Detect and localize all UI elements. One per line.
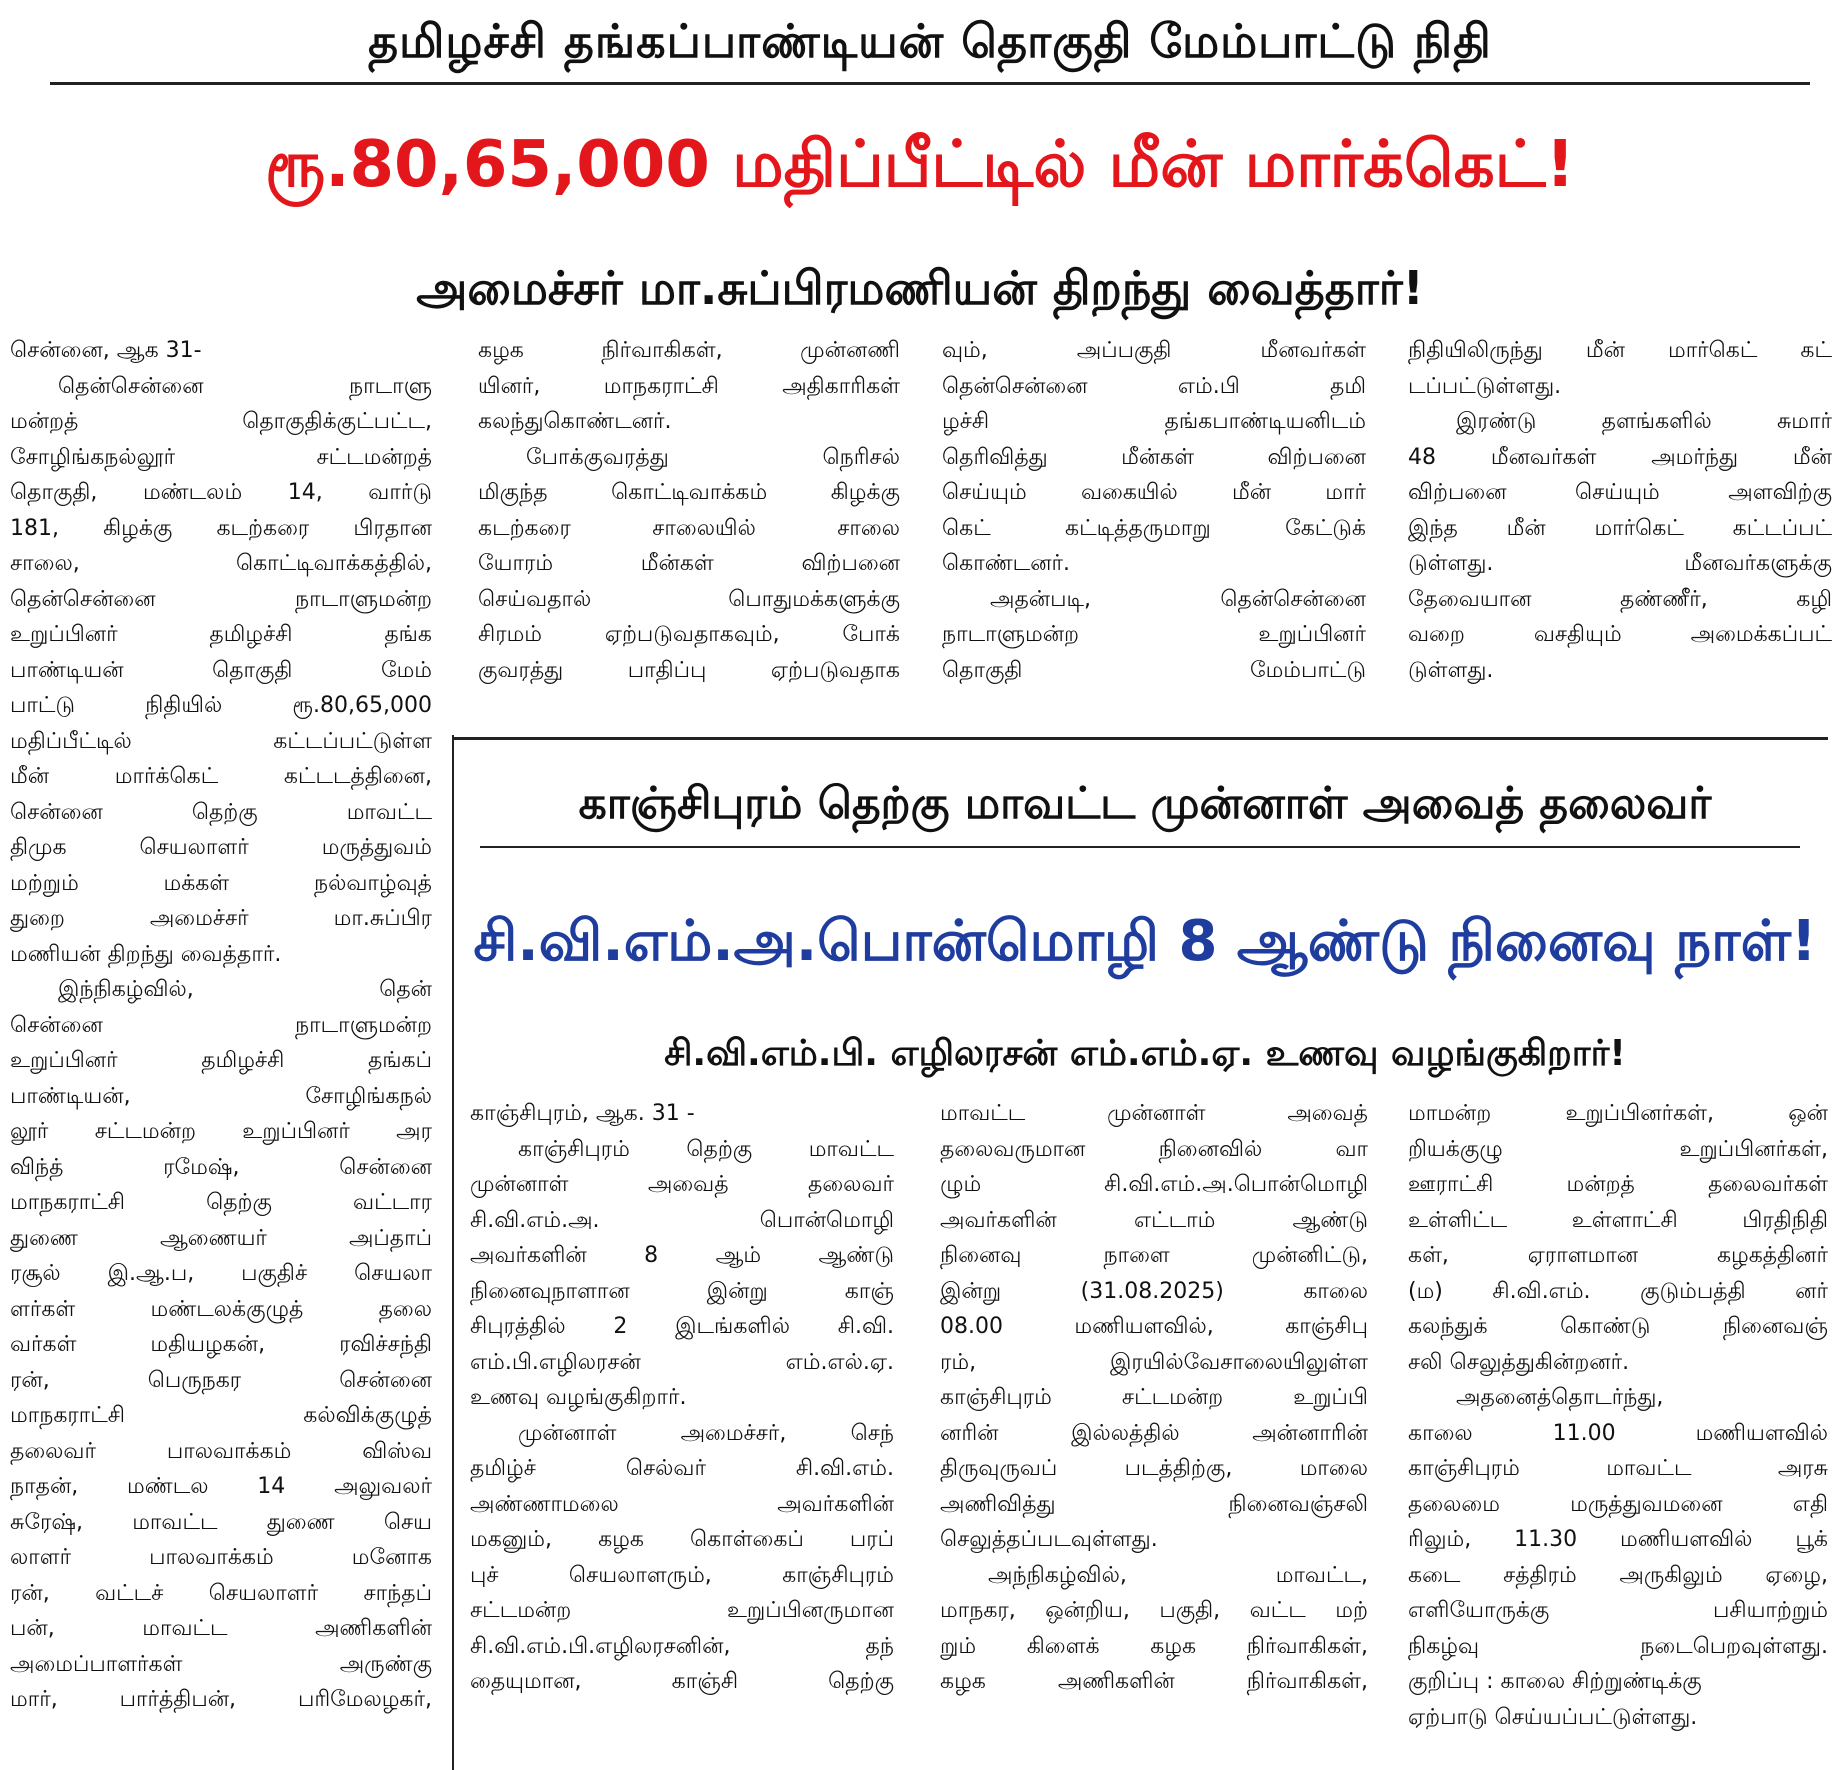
- column-divider: [452, 735, 454, 1770]
- text-line: நினைவுநாளான இன்று காஞ்: [470, 1278, 894, 1304]
- headline-sub: அமைச்சர் மா.சுப்பிரமணியன் திறந்து வைத்தார்!: [416, 261, 1424, 315]
- text-line: இரண்டு தளங்களில் சுமார்: [1456, 409, 1832, 434]
- article1-column-3: [942, 333, 1366, 713]
- text-line: சென்னை, ஆக 31-: [10, 338, 202, 363]
- text-line: ஏற்பாடு செய்யப்பட்டுள்ளது.: [1408, 1704, 1698, 1730]
- article2-column-3: [1408, 1096, 1828, 1766]
- text-line: சென்னை தெற்கு மாவட்ட: [10, 799, 432, 825]
- article1-column-1: [10, 333, 432, 1770]
- text-line: அவர்களின் எட்டாம் ஆண்டு: [940, 1207, 1368, 1233]
- text-line: றியக்குழு உறுப்பினர்கள்,: [1408, 1136, 1828, 1162]
- text-line: சோழிங்கநல்லூர் சட்டமன்றத்: [10, 444, 432, 470]
- headline2-main: சி.வி.எம்.அ.பொன்மொழி 8 ஆண்டு நினைவு நாள்!: [473, 909, 1817, 974]
- text-line: ளர்கள் மண்டலக்குழுத் தலை: [10, 1296, 432, 1322]
- text-line: போக்குவரத்து நெரிசல்: [526, 444, 900, 470]
- text-line: தொகுதி, மண்டலம் 14, வார்டு: [10, 480, 432, 505]
- text-line: பாண்டியன் தொகுதி மேம்: [10, 657, 432, 683]
- text-line: உள்ளிட்ட உள்ளாட்சி பிரதிநிதி: [1408, 1207, 1828, 1233]
- text-line: ழும் சி.வி.எம்.அ.பொன்மொழி: [940, 1172, 1368, 1197]
- text-line: ரிலும், 11.30 மணியளவில் பூக்: [1408, 1527, 1828, 1552]
- text-line: அண்ணாமலை அவர்களின்: [470, 1491, 894, 1517]
- text-line: தேவையான தண்ணீர், கழி: [1408, 586, 1832, 612]
- text-line: விந்த் ரமேஷ், சென்னை: [10, 1154, 432, 1180]
- text-line: மன்றத் தொகுதிக்குட்பட்ட,: [10, 409, 432, 434]
- text-line: பாண்டியன், சோழிங்கநல்: [10, 1083, 432, 1109]
- text-line: ரம், இரயில்வேசாலையிலுள்ள: [940, 1349, 1368, 1375]
- text-line: அணிவித்து நினைவஞ்சலி: [940, 1491, 1368, 1517]
- text-line: இந்த மீன் மார்கெட் கட்டப்பட்: [1408, 515, 1832, 541]
- text-line: குறிப்பு : காலை சிற்றுண்டிக்கு: [1408, 1669, 1702, 1694]
- text-line: செய்வதால் பொதுமக்களுக்கு: [478, 586, 900, 612]
- text-line: கலந்துக் கொண்டு நினைவஞ்: [1408, 1314, 1828, 1339]
- text-line: பாட்டு நிதியில் ரூ.80,65,000: [10, 693, 432, 718]
- text-line: வறை வசதியும் அமைக்கப்பட்: [1408, 622, 1832, 647]
- text-line: சலி செலுத்துகின்றனர்.: [1408, 1349, 1630, 1375]
- text-line: உறுப்பினர் தமிழச்சி தங்க: [10, 622, 432, 647]
- article1-column-4: [1408, 333, 1832, 713]
- text-line: காஞ்சிபுரம் தெற்கு மாவட்ட: [518, 1136, 894, 1162]
- article2-column-1: [470, 1096, 894, 1766]
- text-line: மாமன்ற உறுப்பினர்கள், ஒன்: [1408, 1101, 1828, 1126]
- text-line: கலந்துகொண்டனர்.: [478, 409, 672, 434]
- text-line: உணவு வழங்குகிறார்.: [470, 1385, 687, 1410]
- text-line: நினைவு நாளை முன்னிட்டு,: [940, 1243, 1368, 1268]
- text-line: சுரேஷ், மாவட்ட துணை செய: [10, 1509, 432, 1535]
- divider-top: [50, 82, 1810, 85]
- text-line: கடை சத்திரம் அருகிலும் ஏழை,: [1408, 1562, 1828, 1588]
- text-line: றும் கிளைக் கழக நிர்வாகிகள்,: [940, 1633, 1368, 1659]
- text-line: 181, கிழக்கு கடற்கரை பிரதான: [10, 515, 432, 541]
- text-line: கள், ஏராளமான கழகத்தினர்: [1408, 1243, 1828, 1268]
- text-line: மீன் மார்க்கெட் கட்டடத்தினை,: [10, 764, 432, 789]
- text-line: ரன், பெருநகர சென்னை: [10, 1367, 432, 1393]
- text-line: மாநகர, ஒன்றிய, பகுதி, வட்ட மற்: [940, 1598, 1368, 1623]
- text-line: ரன், வட்டச் செயலாளர் சாந்தப்: [10, 1580, 432, 1606]
- headline2-sub: சி.வி.எம்.பி. எழிலரசன் எம்.எம்.ஏ. உணவு வழங்குகிறார்!: [664, 1033, 1626, 1074]
- text-line: நிகழ்வு நடைபெறவுள்ளது.: [1408, 1633, 1828, 1659]
- text-line: சிபுரத்தில் 2 இடங்களில் சி.வி.: [470, 1314, 894, 1339]
- text-line: துறை அமைச்சர் மா.சுப்பிர: [10, 906, 432, 931]
- text-line: 08.00 மணியளவில், காஞ்சிபு: [940, 1314, 1368, 1339]
- text-line: யினர், மாநகராட்சி அதிகாரிகள்: [478, 373, 900, 399]
- text-line: குவரத்து பாதிப்பு ஏற்படுவதாக: [478, 657, 900, 683]
- text-line: அவர்களின் 8 ஆம் ஆண்டு: [470, 1243, 894, 1268]
- article1-column-2: [478, 333, 900, 713]
- text-line: அமைப்பாளர்கள் அருண்கு: [10, 1651, 432, 1677]
- text-line: எம்.பி.எழிலரசன் எம்.எல்.ஏ.: [470, 1349, 894, 1375]
- text-line: கழக அணிகளின் நிர்வாகிகள்,: [940, 1669, 1368, 1694]
- text-line: ரசூல் இ.ஆ.ப, பகுதிச் செயலா: [10, 1261, 432, 1286]
- text-line: மணியன் திறந்து வைத்தார்.: [10, 941, 282, 967]
- text-line: தையுமான, காஞ்சி தெற்கு: [470, 1669, 894, 1694]
- text-line: பன், மாவட்ட அணிகளின்: [10, 1616, 432, 1641]
- text-line: மிகுந்த கொட்டிவாக்கம் கிழக்கு: [478, 480, 900, 505]
- headline-main: ரூ.80,65,000 மதிப்பீட்டில் மீன் மார்க்கெட்!: [265, 128, 1575, 202]
- text-line: உறுப்பினர் தமிழச்சி தங்கப்: [10, 1048, 432, 1073]
- text-line: இன்று (31.08.2025) காலை: [940, 1278, 1368, 1304]
- text-line: துணை ஆணையர் அப்தாப்: [10, 1225, 432, 1251]
- text-line: மாநகராட்சி கல்விக்குழுத்: [10, 1403, 432, 1428]
- text-line: மதிப்பீட்டில் கட்டப்பட்டுள்ள: [10, 728, 432, 754]
- text-line: தலைவருமான நினைவில் வா: [940, 1136, 1368, 1162]
- text-line: நாடாளுமன்ற உறுப்பினர்: [942, 622, 1366, 647]
- text-line: தென்சென்னை நாடாளு: [58, 373, 432, 399]
- text-line: அதன்படி, தென்சென்னை: [990, 586, 1366, 612]
- text-line: மாவட்ட முன்னாள் அவைத்: [940, 1101, 1368, 1126]
- text-line: கழக நிர்வாகிகள், முன்னணி: [478, 338, 900, 363]
- text-line: டப்பட்டுள்ளது.: [1408, 373, 1562, 399]
- text-line: சி.வி.எம்.அ. பொன்மொழி: [470, 1207, 894, 1233]
- section-divider: [454, 737, 1828, 740]
- text-line: கொண்டனர்.: [942, 551, 1071, 576]
- text-line: முன்னாள் அவைத் தலைவர்: [470, 1172, 894, 1197]
- text-line: சி.வி.எம்.பி.எழிலரசனின், தந்: [470, 1633, 894, 1659]
- text-line: டுள்ளது.: [1408, 657, 1494, 683]
- text-line: லூர் சட்டமன்ற உறுப்பினர் அர: [10, 1119, 432, 1144]
- text-line: சென்னை நாடாளுமன்ற: [10, 1012, 432, 1038]
- text-line: (ம) சி.வி.எம். குடும்பத்தி னர்: [1408, 1278, 1828, 1304]
- text-line: 48 மீனவர்கள் அமர்ந்து மீன்: [1408, 444, 1832, 470]
- text-line: சட்டமன்ற உறுப்பினருமான: [470, 1598, 894, 1623]
- text-line: மார், பார்த்திபன், பரிமேலழகர்,: [10, 1687, 432, 1712]
- text-line: நாதன், மண்டல 14 அலுவலர்: [10, 1474, 432, 1499]
- text-line: நிதியிலிருந்து மீன் மார்கெட் கட்: [1408, 338, 1832, 363]
- text-line: சாலை, கொட்டிவாக்கத்தில்,: [10, 551, 432, 576]
- text-line: ஊராட்சி மன்றத் தலைவர்கள்: [1408, 1172, 1828, 1197]
- text-line: கெட் கட்டித்தருமாறு கேட்டுக்: [942, 515, 1366, 541]
- text-line: எளியோருக்கு பசியாற்றும்: [1408, 1598, 1828, 1623]
- article2-column-2: [940, 1096, 1368, 1766]
- text-line: யோரம் மீன்கள் விற்பனை: [478, 551, 900, 576]
- text-line: முன்னாள் அமைச்சர், செந்: [518, 1420, 894, 1446]
- text-line: தென்சென்னை நாடாளுமன்ற: [10, 586, 432, 612]
- text-line: செய்யும் வகையில் மீன் மார்: [942, 480, 1366, 505]
- text-line: விற்பனை செய்யும் அளவிற்கு: [1408, 480, 1832, 505]
- text-line: திருவுருவப் படத்திற்கு, மாலை: [940, 1456, 1368, 1481]
- text-line: டுள்ளது. மீனவர்களுக்கு: [1408, 551, 1832, 576]
- text-line: காலை 11.00 மணியளவில்: [1408, 1420, 1828, 1446]
- text-line: வர்கள் மதியழகன், ரவிச்சந்தி: [10, 1332, 432, 1357]
- divider-headline2: [480, 846, 1800, 848]
- text-line: தென்சென்னை எம்.பி தமி: [942, 373, 1366, 399]
- text-line: தொகுதி மேம்பாட்டு: [942, 657, 1366, 683]
- text-line: காஞ்சிபுரம், ஆக. 31 -: [470, 1101, 695, 1126]
- text-line: வும், அப்பகுதி மீனவர்கள்: [942, 338, 1366, 363]
- headline-top: தமிழச்சி தங்கப்பாண்டியன் தொகுதி மேம்பாட்டு நிதி: [368, 14, 1492, 68]
- text-line: கடற்கரை சாலையில் சாலை: [478, 515, 900, 541]
- text-line: மாநகராட்சி தெற்கு வட்டார: [10, 1190, 432, 1215]
- text-line: அந்நிகழ்வில், மாவட்ட,: [988, 1562, 1368, 1588]
- text-line: காஞ்சிபுரம் மாவட்ட அரசு: [1408, 1456, 1828, 1481]
- text-line: திமுக செயலாளர் மருத்துவம்: [10, 835, 432, 860]
- text-line: தமிழ்ச் செல்வர் சி.வி.எம்.: [470, 1456, 894, 1481]
- text-line: சிரமம் ஏற்படுவதாகவும், போக்: [478, 622, 900, 647]
- text-line: செலுத்தப்படவுள்ளது.: [940, 1527, 1158, 1552]
- text-line: னரின் இல்லத்தில் அன்னாரின்: [940, 1420, 1368, 1446]
- text-line: லாளர் பாலவாக்கம் மனோக: [10, 1545, 432, 1570]
- text-line: தலைவர் பாலவாக்கம் விஸ்வ: [10, 1438, 432, 1464]
- text-line: ழச்சி தங்கபாண்டியனிடம்: [942, 409, 1366, 434]
- text-line: புச் செயலாளரும், காஞ்சிபுரம்: [470, 1562, 894, 1588]
- headline2-top: காஞ்சிபுரம் தெற்கு மாவட்ட முன்னாள் அவைத் தலைவர்: [578, 778, 1712, 829]
- text-line: மற்றும் மக்கள் நல்வாழ்வுத்: [10, 870, 432, 896]
- text-line: அதனைத்தொடர்ந்து,: [1456, 1385, 1664, 1410]
- text-line: மகனும், கழக கொள்கைப் பரப்: [470, 1527, 894, 1552]
- text-line: காஞ்சிபுரம் சட்டமன்ற உறுப்பி: [940, 1385, 1368, 1410]
- text-line: தலைமை மருத்துவமனை எதி: [1408, 1491, 1828, 1517]
- text-line: இந்நிகழ்வில், தென்: [58, 977, 432, 1002]
- text-line: தெரிவித்து மீன்கள் விற்பனை: [942, 444, 1366, 470]
